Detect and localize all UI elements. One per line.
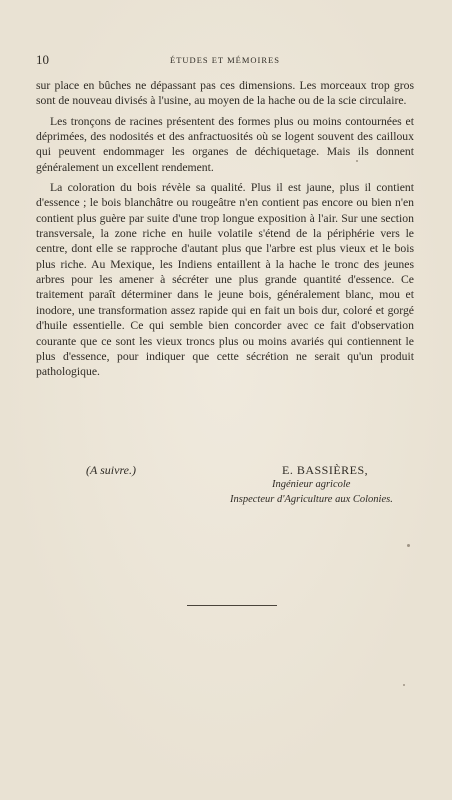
body-text xyxy=(36,78,414,380)
page-number: 10 xyxy=(36,52,49,67)
running-head: ÉTUDES ET MÉMOIRES xyxy=(170,55,280,65)
to-be-continued-note: (A suivre.) xyxy=(86,463,136,477)
paragraph-root-sections: Les tronçons de racines présentent des formes plus ou moins contournées et déprimées, des nodosités et des anfractuosités où se logent souvent des cailloux qui peuvent endommager les organes de déchiquetage. Mais ils donnent généralement un excellent rendement. xyxy=(36,114,414,174)
author-title: Ingénieur agricole xyxy=(272,479,351,490)
section-divider-rule xyxy=(187,605,277,606)
paper-speck xyxy=(407,544,410,547)
signature-block xyxy=(36,463,414,513)
author-position: Inspecteur d'Agriculture aux Colonies. xyxy=(230,494,393,505)
author-name: E. BASSIÈRES, xyxy=(282,463,369,477)
paper-speck xyxy=(403,684,405,686)
paper-speck xyxy=(356,160,358,162)
paragraph-wood-coloration: La coloration du bois révèle sa qualité. Plus il est jaune, plus il contient d'essence ; le bois blanchâtre ou rougeâtre n'en contient pas encore ou bien n'en contient plus guère par suite d'une trop longue exposition à l'air. Sur une section transversale, la zone riche en huile volatile s'étend de la périphérie vers le centre, dont elle se rapproche d'autant plus que l'arbre est plus vieux et le bois plus riche. Au Mexique, les Indiens entaillent à la hache le tronc des jeunes arbres pour les amener à sécréter une plus grande quantité d'essence. Ce traitement paraît déterminer dans le jeune bois, généralement blanc, mou et inodore, une transformation assez rapide qui en fait un bois dur, coloré et gorgé d'huile essentielle. Ce qui semble bien concorder avec ce fait d'observation courante que ce sont les vieux troncs plus ou moins avariés qui contiennent le plus d'essence, pour indiquer que cette sécrétion ne serait qu'un produit pathologique. xyxy=(36,181,414,379)
paragraph-continuation: sur place en bûches ne dépassant pas ces dimensions. Les morceaux trop gros sont de nouveau divisés à l'usine, au moyen de la hache ou de la scie circulaire. xyxy=(36,79,414,108)
page-header xyxy=(36,53,414,67)
